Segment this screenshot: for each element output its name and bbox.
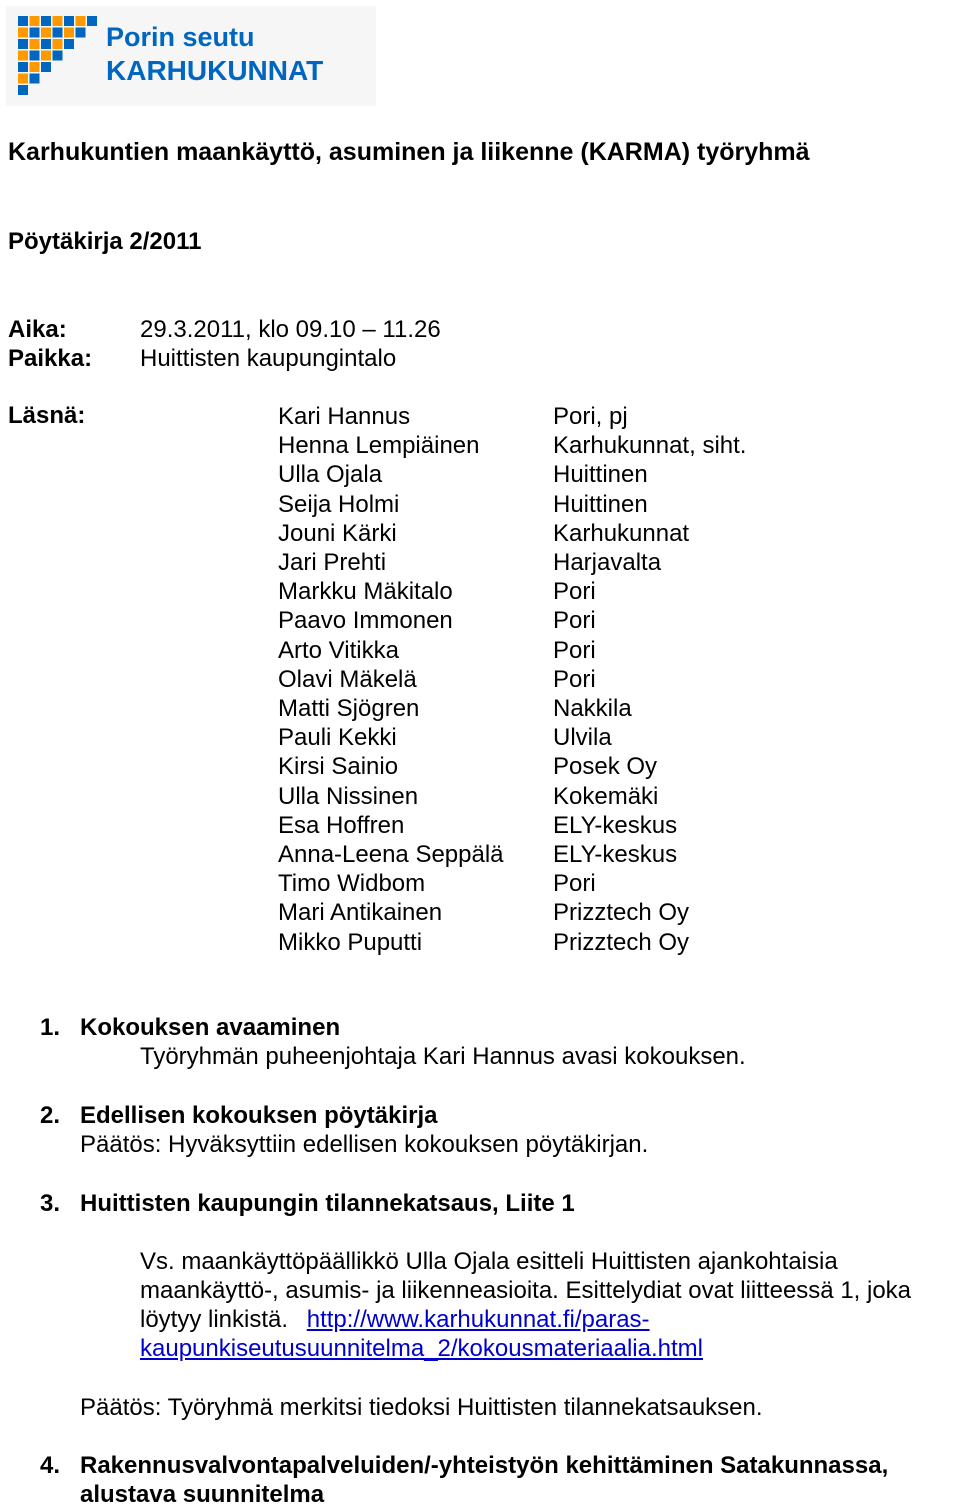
section-3-body-text: löytyy linkistä. [140, 1306, 289, 1333]
section-number: 3. [40, 1190, 61, 1217]
attendee-name: Arto Vitikka [278, 636, 399, 664]
logo-text [106, 20, 323, 88]
attendee-name: Pauli Kekki [278, 724, 397, 752]
logo-square [76, 28, 86, 38]
section-2-body: Päätös: Hyväksyttiin edellisen kokouksen pöytäkirjan. [80, 1131, 649, 1158]
logo-square [41, 62, 51, 72]
section-3-heading [0, 1189, 960, 1218]
attendee-org: Pori, pj [553, 403, 628, 430]
logo-line1: Porin seutu [106, 22, 255, 52]
attendee-org: Prizztech Oy [553, 928, 690, 956]
meta-place-row [8, 345, 396, 373]
materials-link-part2[interactable]: kaupunkiseutusuunnitelma_2/kokousmateriaalia.html [140, 1335, 703, 1362]
document-subtitle: Pöytäkirja 2/2011 [8, 228, 202, 255]
logo-square [18, 51, 28, 61]
logo-square [41, 51, 51, 61]
attendee-orgs-column [553, 402, 746, 957]
logo-square [64, 39, 74, 49]
attendee-org: Pori [553, 665, 596, 693]
section-1-heading [0, 1013, 960, 1042]
logo-square [18, 74, 28, 84]
attendee-name: Esa Hoffren [278, 811, 405, 839]
logo-square [53, 16, 63, 26]
logo [6, 6, 376, 106]
attendee-name: Olavi Mäkelä [278, 665, 417, 693]
logo-square [18, 85, 28, 95]
logo-square [53, 51, 63, 61]
section-2-heading [0, 1101, 960, 1130]
attendee-name: Paavo Immonen [278, 607, 453, 635]
section-3-body-line3 [140, 1305, 650, 1334]
attendee-org: Prizztech Oy [553, 899, 690, 927]
attendee-name: Jari Prehti [278, 549, 387, 577]
logo-square [30, 74, 40, 84]
section-number: 2. [40, 1102, 61, 1129]
place-label: Paikka: [8, 345, 93, 372]
attendee-org: Harjavalta [553, 549, 662, 577]
attendee-org: Posek Oy [553, 753, 658, 781]
section-title: Huittisten kaupungin tilannekatsaus, Liite 1 [80, 1190, 575, 1217]
attendee-name: Jouni Kärki [278, 519, 397, 547]
attendee-name: Timo Widbom [278, 870, 426, 898]
section-1-body: Työryhmän puheenjohtaja Kari Hannus avasi kokouksen. [140, 1043, 746, 1070]
logo-square [64, 16, 74, 26]
attendee-org: Nakkila [553, 695, 632, 723]
attendee-org: Karhukunnat [553, 519, 690, 547]
section-title: Rakennusvalvontapalveluiden/-yhteistyön kehittäminen Satakunnassa, [80, 1452, 889, 1479]
logo-square [18, 16, 28, 26]
section-3-body-line2: maankäyttö-, asumis- ja liikenneasioita. Esittelydiat ovat liitteessä 1, joka [140, 1277, 912, 1304]
logo-square [18, 39, 28, 49]
section-number: 4. [40, 1452, 61, 1479]
logo-square [30, 39, 40, 49]
attendee-name: Seija Holmi [278, 490, 400, 518]
logo-square [30, 51, 40, 61]
logo-square [53, 39, 63, 49]
section-4-heading [0, 1451, 960, 1480]
logo-square [30, 28, 40, 38]
attendee-name: Markku Mäkitalo [278, 578, 453, 606]
attendee-org: Pori [553, 578, 596, 606]
meta-time-row [8, 316, 441, 344]
section-4-heading-line2: alustava suunnitelma [80, 1481, 325, 1508]
section-3-link-line [140, 1334, 703, 1363]
attendee-org: Pori [553, 870, 596, 898]
time-value: 29.3.2011, klo 09.10 – 11.26 [140, 316, 441, 343]
place-value: Huittisten kaupungintalo [140, 345, 397, 372]
attendee-name: Mari Antikainen [278, 899, 443, 927]
section-title: Edellisen kokouksen pöytäkirja [80, 1102, 438, 1129]
section-title: Kokouksen avaaminen [80, 1014, 341, 1041]
logo-square [30, 16, 40, 26]
logo-square [41, 39, 51, 49]
attendee-name: Henna Lempiäinen [278, 432, 480, 460]
logo-square [76, 16, 86, 26]
attendee-names-column [278, 402, 504, 957]
attendee-name: Anna-Leena Seppälä [278, 841, 504, 869]
document-title: Karhukuntien maankäyttö, asuminen ja liikenne (KARMA) työryhmä [8, 138, 810, 166]
logo-square [18, 62, 28, 72]
attendee-name: Kari Hannus [278, 403, 411, 430]
logo-square [41, 28, 51, 38]
attendee-org: Huittinen [553, 490, 648, 518]
attendee-name: Ulla Nissinen [278, 782, 419, 810]
attendee-org: ELY-keskus [553, 811, 678, 839]
attendee-org: Ulvila [553, 724, 612, 752]
attendee-name: Mikko Puputti [278, 928, 423, 956]
attendee-org: Karhukunnat, siht. [553, 432, 747, 460]
time-label: Aika: [8, 316, 67, 343]
materials-link-part1[interactable]: http://www.karhukunnat.fi/paras- [306, 1306, 650, 1333]
attendee-name: Ulla Ojala [278, 461, 383, 489]
attendee-name: Kirsi Sainio [278, 753, 399, 781]
attendee-org: ELY-keskus [553, 841, 678, 869]
logo-square [53, 28, 63, 38]
section-3-decision: Päätös: Työryhmä merkitsi tiedoksi Huittisten tilannekatsauksen. [80, 1394, 763, 1421]
section-number: 1. [40, 1014, 61, 1041]
logo-square [64, 28, 74, 38]
attendee-org: Pori [553, 607, 596, 635]
section-3-body-line1: Vs. maankäyttöpäällikkö Ulla Ojala esitteli Huittisten ajankohtaisia [140, 1248, 838, 1275]
logo-square [87, 16, 97, 26]
logo-square [30, 62, 40, 72]
logo-square [41, 16, 51, 26]
karhukunnat-logo-mark-icon [18, 16, 98, 96]
attendee-org: Huittinen [553, 461, 648, 489]
present-label: Läsnä: [8, 402, 86, 429]
attendee-org: Pori [553, 636, 596, 664]
logo-square [18, 28, 28, 38]
logo-line2: KARHUKUNNAT [106, 55, 324, 86]
attendee-name: Matti Sjögren [278, 695, 420, 723]
attendee-org: Kokemäki [553, 782, 659, 810]
